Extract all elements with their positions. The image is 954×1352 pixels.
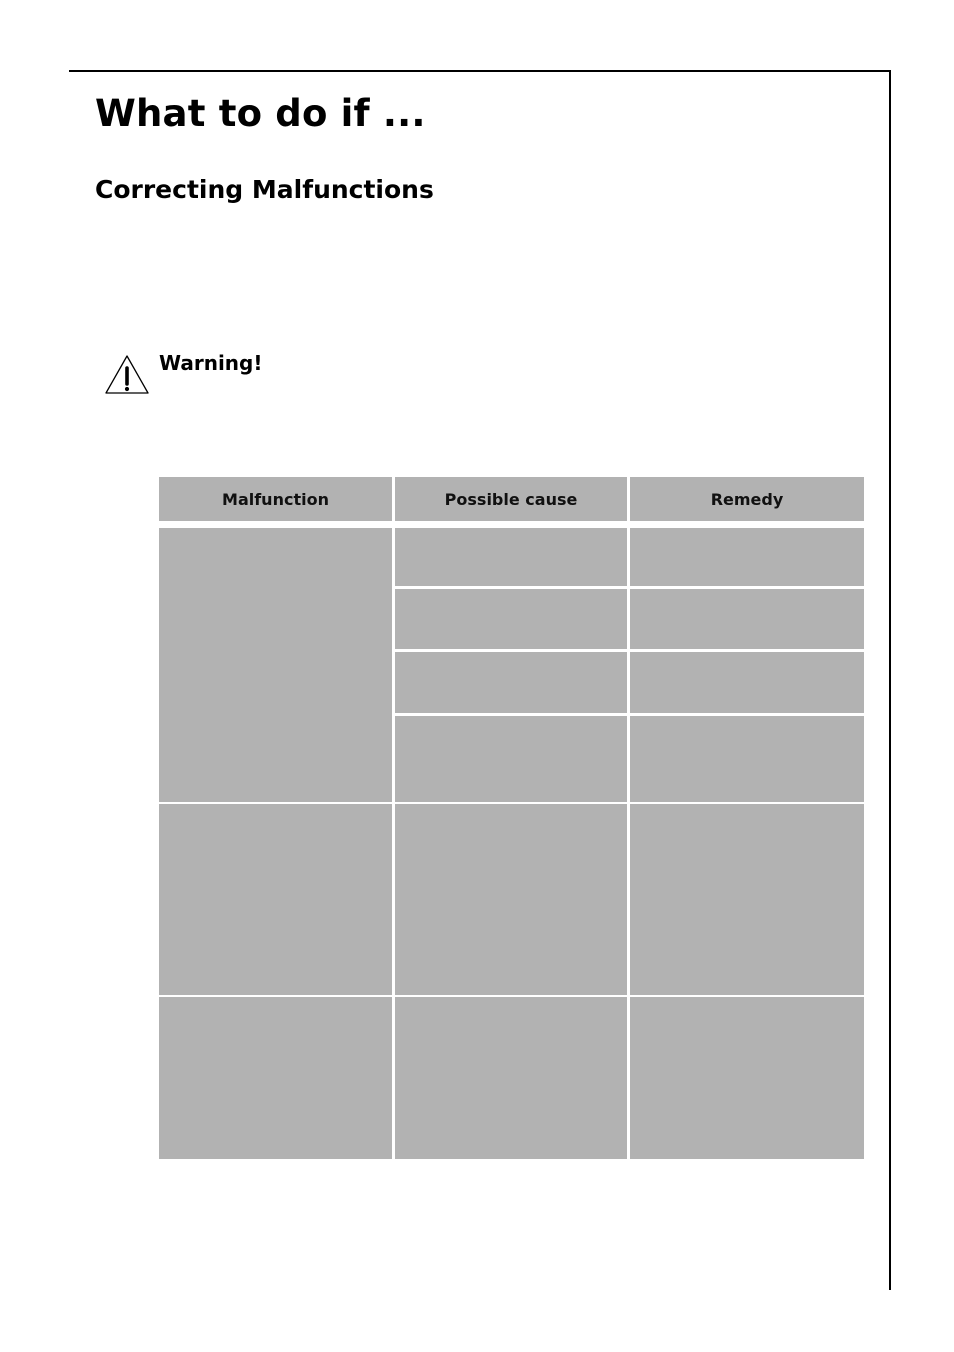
remedy-cell xyxy=(630,652,864,713)
cause-cell xyxy=(395,528,627,586)
section-title: Correcting Malfunctions xyxy=(95,175,434,204)
cause-cell xyxy=(395,997,627,1159)
table-header-possible-cause: Possible cause xyxy=(395,477,627,521)
table-header-remedy: Remedy xyxy=(630,477,864,521)
page-title: What to do if ... xyxy=(95,92,426,135)
warning-label: Warning! xyxy=(159,351,263,375)
table-header-malfunction: Malfunction xyxy=(159,477,392,521)
malfunction-cell xyxy=(159,528,392,802)
cause-cell xyxy=(395,716,627,802)
cause-cell xyxy=(395,589,627,649)
remedy-cell xyxy=(630,589,864,649)
malfunction-cell xyxy=(159,804,392,995)
right-margin-rule xyxy=(889,70,891,1290)
top-rule xyxy=(69,70,891,72)
remedy-cell xyxy=(630,528,864,586)
remedy-cell xyxy=(630,997,864,1159)
remedy-cell xyxy=(630,716,864,802)
malfunction-cell xyxy=(159,997,392,1159)
warning-triangle-icon xyxy=(104,353,150,395)
cause-cell xyxy=(395,804,627,995)
remedy-cell xyxy=(630,804,864,995)
cause-cell xyxy=(395,652,627,713)
